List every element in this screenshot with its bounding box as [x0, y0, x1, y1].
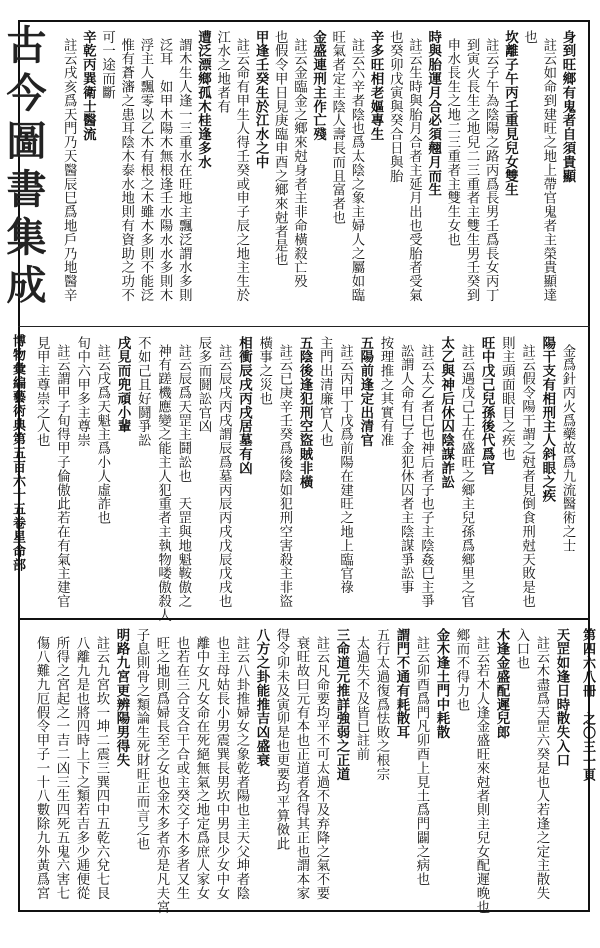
text-column: 金爲針丙火爲藥故爲九流醫術之士 [559, 344, 575, 553]
text-column: 註云辰戌丙戌謂辰爲墓丙辰丙戌戊辰戊戌也 [216, 344, 232, 609]
text-column: 八離九是也將四時上下之類若吉多少逓便從 [74, 636, 89, 901]
heading-column: 相衝辰戌丙戌居墓有凶 [236, 336, 253, 475]
band-divider [18, 618, 590, 620]
text-column: 註云子午為陰陽之路丙爲長男壬爲長女丙丁 [483, 38, 499, 303]
text-column: 註云如命到建旺之地上帶官鬼者主榮貴顯達 [540, 38, 556, 303]
text-column: 註云八卦推婦女之象乾者陽也主天父坤者陰 [234, 636, 249, 901]
text-column: 也若在三合支合干合或主癸交子木多者又生 [174, 636, 189, 901]
heading-column: 金木逢土門中耗散 [434, 628, 450, 740]
heading-column: 五陽前逢定出清官 [357, 336, 374, 448]
spine-left-label: 博物彙編藝術典第五百六十五卷星命部 [10, 334, 25, 572]
heading-column: 旺中戊己兒孫後代爲官 [479, 336, 496, 475]
text-column: 見甲主尊崇之人也 [34, 336, 50, 448]
text-column: 旺氣者定主陰人壽長而且富者也 [329, 30, 345, 225]
text-column: 註云太乙者巳也神后者子也子主陰姦巳主爭 [418, 344, 434, 609]
text-column: 離中女凡女命在死絕無氣之地定爲庶人家女 [194, 636, 209, 901]
text-column: 旬中六甲多主尊崇 [74, 336, 90, 448]
heading-column: 八方之卦能推吉凶盛衰 [254, 628, 270, 767]
text-column: 橫事之災也 [256, 336, 272, 406]
heading-column: 陽干支有相刑主人斜眼之疾 [539, 336, 556, 503]
heading-column: 甲逢壬癸生於江水之中 [253, 30, 270, 169]
heading-column: 明路九宮更辨陽男得失 [114, 628, 130, 767]
text-column: 註云辰爲天罡主鬪訟也 天罡與地魁鞍傲之 [175, 344, 191, 609]
text-column: 辰多而鬪訟官凶 [195, 336, 211, 434]
text-column: 註云丙甲丁戊爲前陽在建旺之地上臨官祿 [337, 344, 353, 595]
text-column: 不如己且好鬪爭訟 [135, 336, 151, 448]
text-column: 江水之地者有 [214, 30, 230, 114]
heading-column: 坎離子午丙壬重見兒女雙生 [502, 30, 519, 197]
text-column: 主門出清廉官人也 [317, 336, 333, 448]
text-column: 訟謂人命有巳子金犯休囚者主陰謀爭訟事 [398, 344, 414, 595]
text-column: 得令卯未及寅卯是也更要均平算傚此 [274, 628, 289, 851]
heading-column: 天罡如逢日時散失入口 [554, 628, 570, 767]
text-column: 按理推之其實有准 [377, 336, 393, 448]
text-column: 旺之地則爲婦長至之女也金木多者亦是凡夫宮 [154, 636, 169, 914]
heading-column: 木逢金盛配遲兒郎 [494, 628, 510, 740]
text-column: 則主頭面眼目之疾也 [499, 336, 515, 462]
heading-column: 時與胎運月合必須翹月而生 [425, 30, 442, 197]
text-column: 註云木盡爲天罡六癸是也人若逢之定主散失 [534, 636, 549, 901]
book-title: 古今圖書集成 [0, 24, 47, 312]
heading-column: 戌見而兜頑小輩 [115, 336, 132, 434]
text-column: 可一途而斷 [99, 30, 115, 100]
heading-column: 辛多旺相老嫗專生 [368, 30, 385, 142]
text-column: 註云卯酉爲門凡卯酉上見土爲門闢之病也 [414, 636, 429, 887]
text-column: 也癸卯戊寅與癸合日與胎 [387, 30, 403, 183]
text-column: 註云戌爲天魁主爲小人虛詐也 [94, 344, 110, 525]
text-column: 申水長生之地二三重者主雙生女也 [444, 38, 460, 247]
text-column: 神有蹉機應變之能主人犯重者主執物喽傲殺人 [155, 344, 171, 622]
text-column: 也主母姑長小男震巽長男坎中男艮少女中女 [214, 636, 229, 901]
text-column: 也假令甲日見庚臨申酉之鄉來尅者是也 [272, 30, 288, 267]
text-column: 註云遇戊己土在盛旺之鄉主兒孫爲鄉里之官 [458, 344, 474, 609]
text-column: 註云命有甲生人得壬癸或申子辰之地主生於 [233, 38, 249, 303]
text-column: 註云九宮坎一坤二震三巽四中五乾六兌七艮 [94, 636, 109, 901]
text-column: 入口也 [514, 628, 529, 670]
text-column: 所得之宮起之一吉二凶三生四死五鬼六害七 [54, 636, 69, 901]
text-column: 五行太過復爲怯敗之根宗 [374, 628, 389, 781]
heading-column: 五陰後逢犯刑空盜賊非橫 [297, 336, 314, 489]
heading-column: 身到旺鄉有鬼者自須貴顯 [559, 30, 576, 183]
spine-right-label: 第四六八冊 之〇三一頁 [580, 628, 595, 782]
text-column: 註云假令陽干謂之尅者見倒食刑尅天敗是也 [519, 344, 535, 609]
text-column: 鄉而不得力也 [454, 628, 469, 712]
text-column: 也 [521, 30, 537, 44]
text-column: 註云若木人逢金盛旺來尅者則主兒女配遲晚也 [474, 636, 489, 914]
text-column: 謂木生人逢一三重水在旺地主飄泛謂水多則 [176, 38, 192, 303]
text-column: 到寅火長生之地兒二三重者主雙生男壬癸到 [464, 38, 480, 303]
heading-column: 太乙與神后休囚陰謀詐訟 [438, 336, 455, 489]
text-column: 子息則骨之類論生死財旺正而言之也 [134, 628, 149, 851]
heading-column: 金盛連刑主作亡殘 [310, 30, 327, 142]
text-column: 浮主人飄零以乙木有根之木雖木多則不能泛 [137, 38, 153, 303]
heading-column: 三命道元推詳強弱之正道 [334, 628, 350, 781]
band-divider [18, 326, 590, 327]
text-column: 傷八難九厄假令甲子一十八數除九外黃爲宮 [34, 636, 49, 901]
text-column: 衰旺故曰元有本也正道者各得其正也謂本家 [294, 636, 309, 901]
text-column: 註云六辛者陰也爲太陰之象主婦人之屬如臨 [348, 38, 364, 303]
text-column: 註云謂甲子旬得甲子倫傲此若在有氣主建官 [54, 344, 70, 609]
heading-column: 辛乾丙巽衛士醫流 [80, 30, 97, 142]
text-column: 註云已庚辛壬癸爲後陰如犯刑空害殺主非盜 [276, 344, 292, 609]
text-column: 註云金臨金之鄉來尅身者主非命橫殺亡殁 [291, 38, 307, 289]
text-column: 註云戌亥爲天門乃天醫辰巳爲地戶乃地醫辛 [61, 38, 77, 303]
text-column: 惟有蒼瀋之患耳陰木泰水地則有資助之功不 [118, 38, 134, 303]
text-column: 註云生時與胎月合者主延月出也受胎者受氣 [406, 38, 422, 303]
text-column: 泛耳 如甲木陽木無根逢壬水陽水水多則木 [157, 38, 173, 303]
text-column: 註云凡命要均平不可太過不及弃降之氣不要 [314, 636, 329, 901]
text-column: 太過失不及皆已註前 [354, 636, 369, 762]
heading-column: 謂門不通有耗散耳 [394, 628, 410, 740]
heading-column: 遭泛漂鄉孤木桂逢多水 [195, 30, 212, 169]
